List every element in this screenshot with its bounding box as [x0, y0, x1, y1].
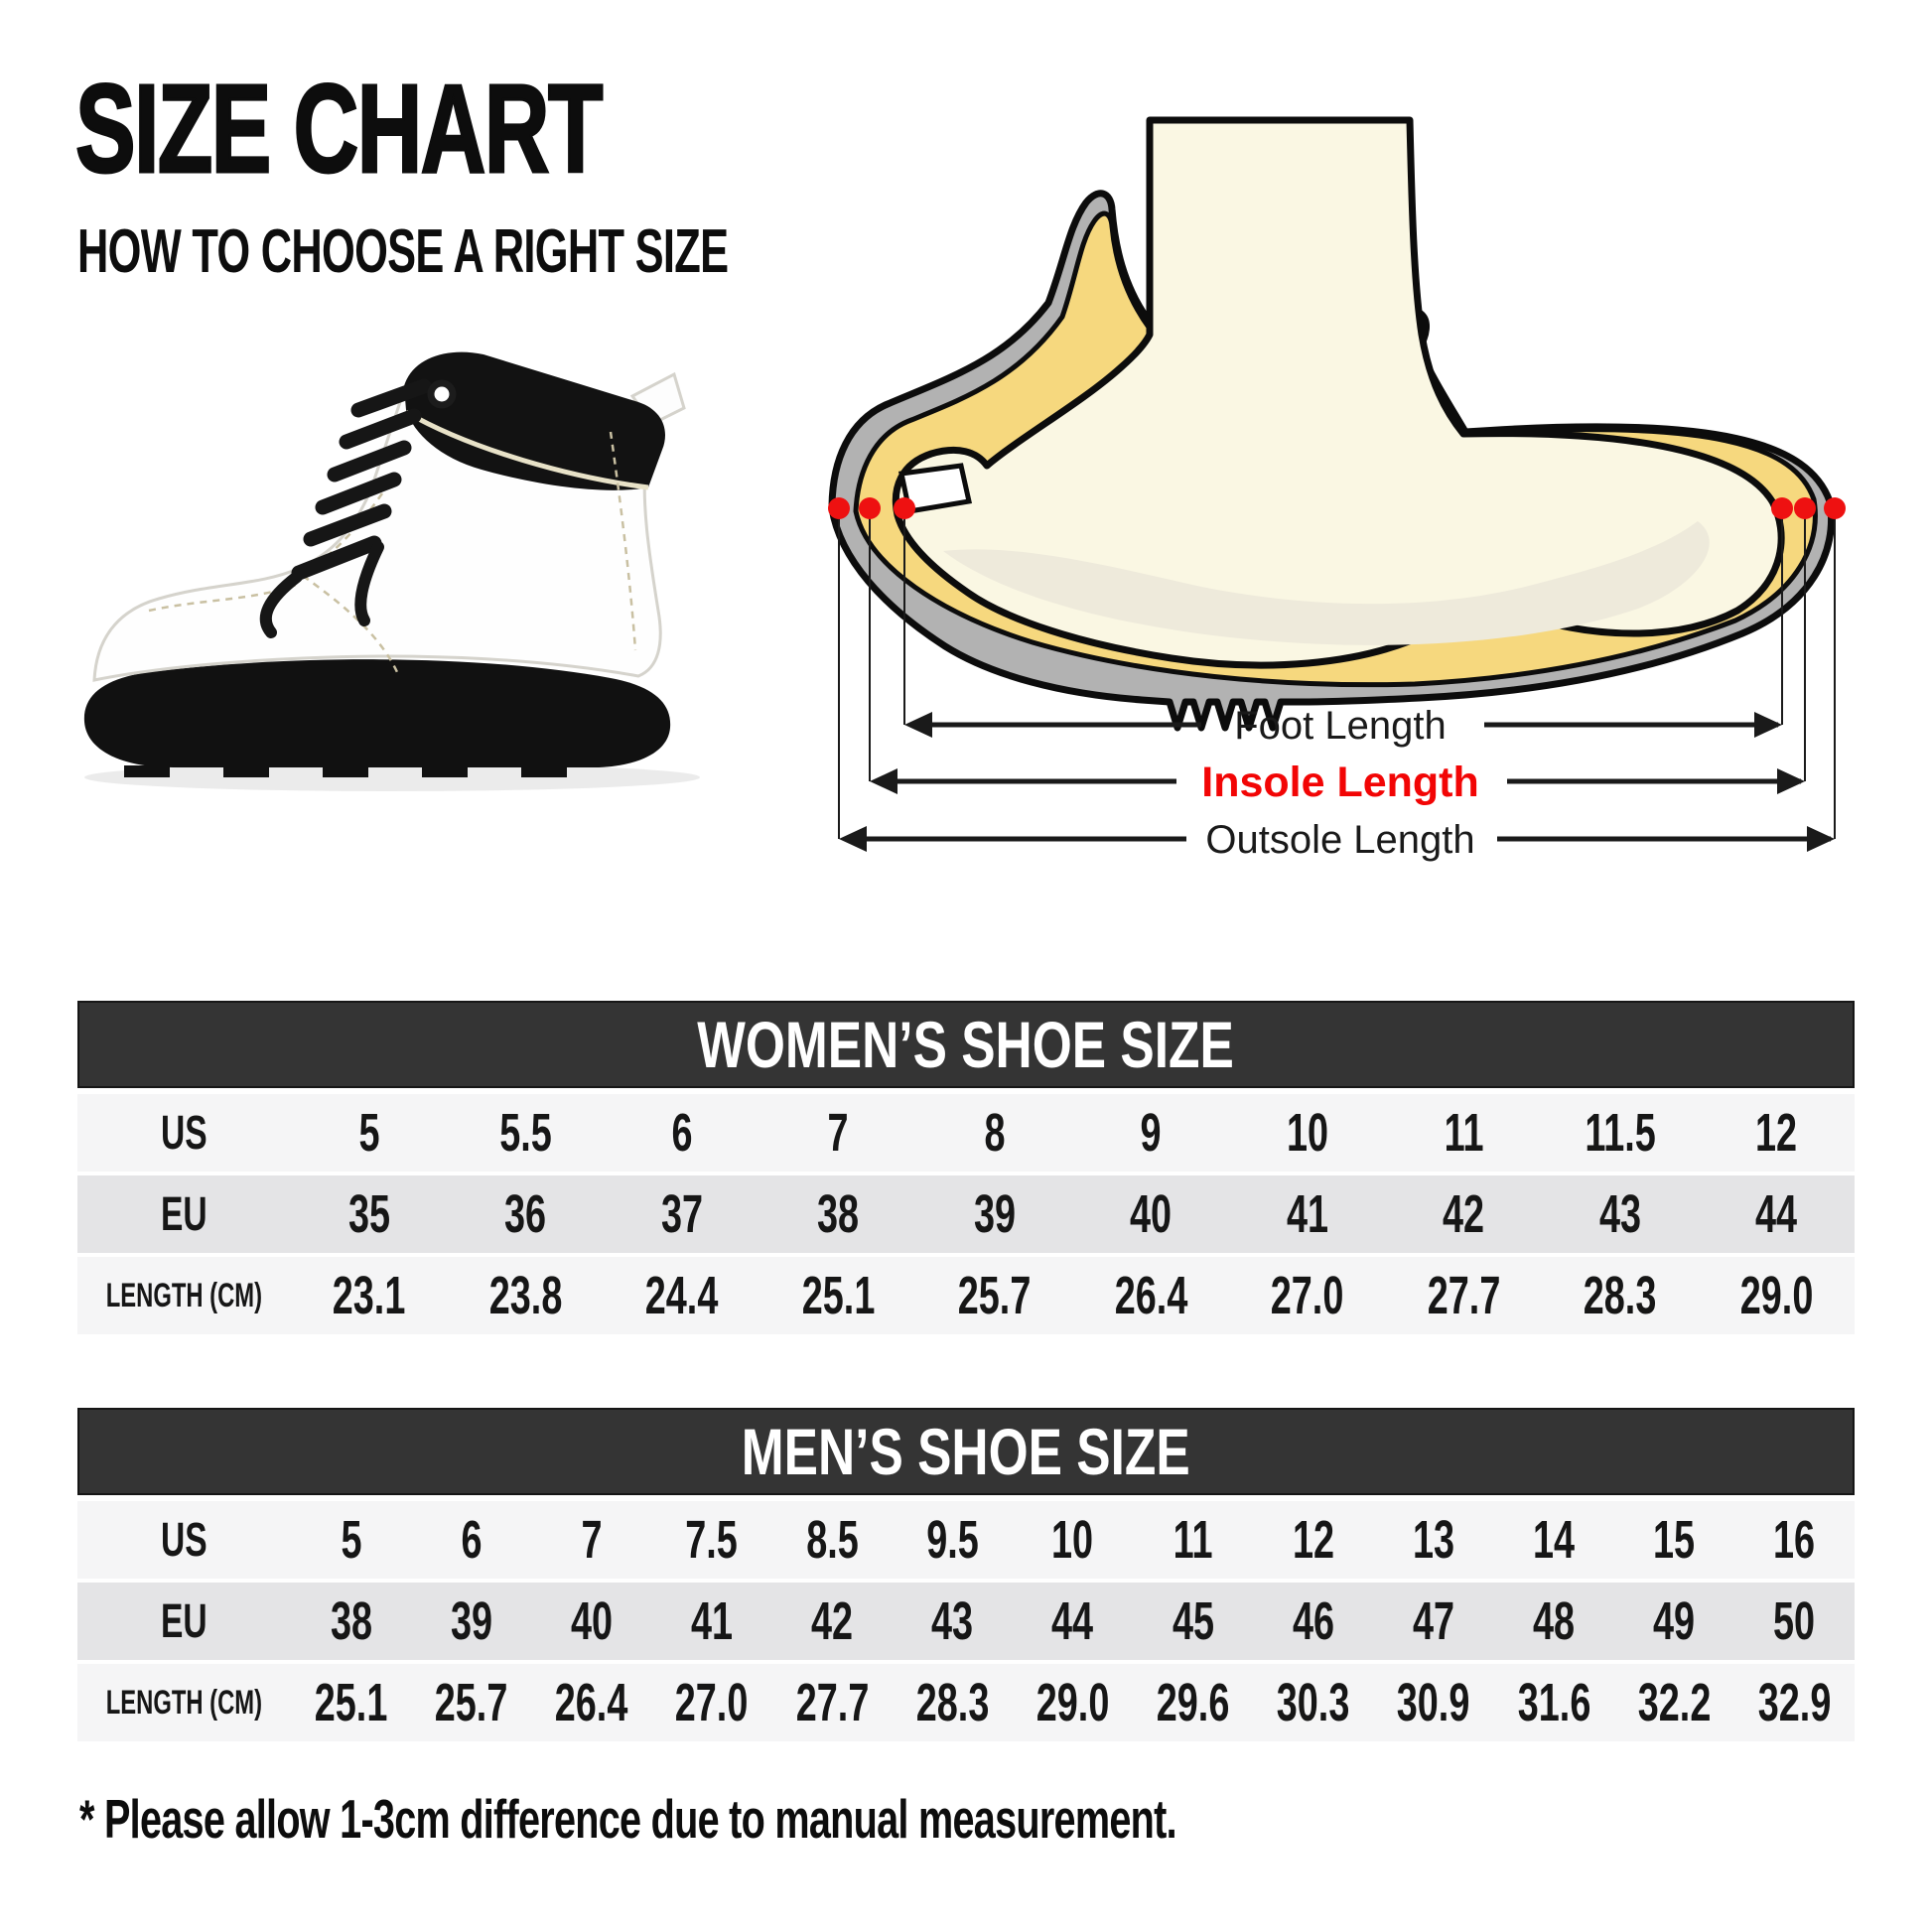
size-cell: 5 [358, 1103, 380, 1163]
size-cell: 29.0 [1739, 1266, 1814, 1325]
mens-table-header [77, 1408, 1855, 1495]
size-cell: 9 [1140, 1103, 1162, 1163]
row-label: EU [161, 1594, 207, 1648]
size-cell: 23.8 [488, 1266, 563, 1325]
foot-length-label: Foot Length [1234, 704, 1447, 748]
size-cell: 5.5 [498, 1103, 552, 1163]
size-cell: 29.6 [1156, 1673, 1230, 1732]
sole-lug [323, 765, 368, 777]
size-cell: 27.0 [1270, 1266, 1344, 1325]
size-cell: 25.7 [434, 1673, 508, 1732]
size-cell: 30.9 [1397, 1673, 1470, 1732]
womens-table-header [77, 1001, 1855, 1088]
size-cell: 31.6 [1517, 1673, 1590, 1732]
boot-outsole [84, 659, 670, 767]
size-cell: 39 [450, 1591, 492, 1651]
size-cell: 7.5 [685, 1510, 739, 1570]
womens-table-title: WOMEN’S SHOE SIZE [697, 1008, 1235, 1081]
size-cell: 45 [1172, 1591, 1214, 1651]
size-cell: 10 [1286, 1103, 1328, 1163]
sole-lug [223, 765, 269, 777]
size-cell: 12 [1755, 1103, 1798, 1163]
size-cell: 11 [1173, 1510, 1213, 1570]
size-cell: 11 [1444, 1103, 1484, 1163]
size-cell: 10 [1051, 1510, 1094, 1570]
size-cell: 26.4 [555, 1673, 628, 1732]
size-cell: 38 [330, 1591, 372, 1651]
size-cell: 40 [570, 1591, 613, 1651]
sole-lug [124, 765, 170, 777]
size-cell: 41 [690, 1591, 734, 1651]
mens-table-title: MEN’S SHOE SIZE [742, 1415, 1190, 1488]
insole-length-label: Insole Length [1201, 759, 1479, 806]
boot-shadow [84, 763, 700, 791]
size-cell: 27.0 [675, 1673, 749, 1732]
size-cell: 25.1 [314, 1673, 388, 1732]
insole-length-dimension [870, 759, 1805, 806]
size-cell: 15 [1653, 1510, 1696, 1570]
size-cell: 44 [1755, 1184, 1798, 1244]
footnote: * Please allow 1-3cm difference due to manual measurement. [79, 1788, 1176, 1850]
size-cell: 6 [671, 1103, 693, 1163]
womens-size-table [77, 1001, 1855, 1338]
mens-size-table [77, 1408, 1855, 1745]
size-row-us [77, 1094, 1855, 1172]
size-cell: 7 [581, 1510, 603, 1570]
size-cell: 25.7 [957, 1266, 1032, 1325]
size-cell: 38 [817, 1184, 860, 1244]
size-cell: 50 [1773, 1591, 1816, 1651]
foot-length-dimension [904, 704, 1782, 748]
size-row-length-cm- [77, 1257, 1855, 1334]
size-cell: 11.5 [1585, 1103, 1656, 1163]
size-cell: 43 [1598, 1184, 1641, 1244]
eyelet-icon [431, 383, 453, 405]
outsole-length-dimension [839, 818, 1835, 862]
size-cell: 27.7 [1427, 1266, 1501, 1325]
size-cell: 9.5 [926, 1510, 979, 1570]
size-row-eu [77, 1583, 1855, 1660]
boot-photo [55, 283, 710, 799]
size-cell: 49 [1653, 1591, 1696, 1651]
size-row-eu [77, 1175, 1855, 1253]
row-label: US [161, 1106, 207, 1160]
size-cell: 28.3 [915, 1673, 990, 1732]
size-cell: 28.3 [1583, 1266, 1657, 1325]
page-title: SIZE CHART [75, 59, 602, 199]
size-row-us [77, 1501, 1855, 1579]
size-row-length-cm- [77, 1664, 1855, 1741]
size-cell: 36 [504, 1184, 547, 1244]
size-cell: 23.1 [332, 1266, 406, 1325]
size-cell: 29.0 [1035, 1673, 1110, 1732]
size-cell: 39 [973, 1184, 1016, 1244]
size-cell: 26.4 [1114, 1266, 1188, 1325]
size-cell: 42 [811, 1591, 854, 1651]
measurement-diagram [645, 84, 1916, 869]
size-cell: 12 [1292, 1510, 1334, 1570]
size-cell: 47 [1412, 1591, 1454, 1651]
size-cell: 32.9 [1757, 1673, 1832, 1732]
size-cell: 5 [341, 1510, 362, 1570]
size-cell: 24.4 [644, 1266, 719, 1325]
row-label: US [161, 1513, 207, 1567]
outsole-length-label: Outsole Length [1205, 818, 1475, 862]
size-cell: 14 [1533, 1510, 1576, 1570]
size-cell: 48 [1533, 1591, 1576, 1651]
size-cell: 41 [1286, 1184, 1328, 1244]
size-cell: 40 [1130, 1184, 1173, 1244]
size-cell: 25.1 [801, 1266, 876, 1325]
size-cell: 13 [1412, 1510, 1454, 1570]
page-subtitle: HOW TO CHOOSE A RIGHT SIZE [77, 217, 729, 286]
size-cell: 8 [984, 1103, 1006, 1163]
size-cell: 44 [1051, 1591, 1094, 1651]
size-cell: 42 [1443, 1184, 1485, 1244]
size-cell: 37 [660, 1184, 703, 1244]
row-label: LENGTH (CM) [105, 1276, 263, 1314]
size-cell: 35 [347, 1184, 390, 1244]
row-label: LENGTH (CM) [105, 1683, 263, 1722]
size-cell: 6 [461, 1510, 483, 1570]
size-cell: 8.5 [805, 1510, 859, 1570]
size-cell: 43 [931, 1591, 974, 1651]
sole-lug [521, 765, 567, 777]
row-label: EU [161, 1187, 207, 1241]
size-cell: 16 [1773, 1510, 1816, 1570]
size-cell: 7 [827, 1103, 849, 1163]
sole-lug [422, 765, 468, 777]
size-cell: 30.3 [1277, 1673, 1350, 1732]
size-cell: 27.7 [795, 1673, 869, 1732]
size-cell: 32.2 [1637, 1673, 1712, 1732]
size-cell: 46 [1292, 1591, 1334, 1651]
